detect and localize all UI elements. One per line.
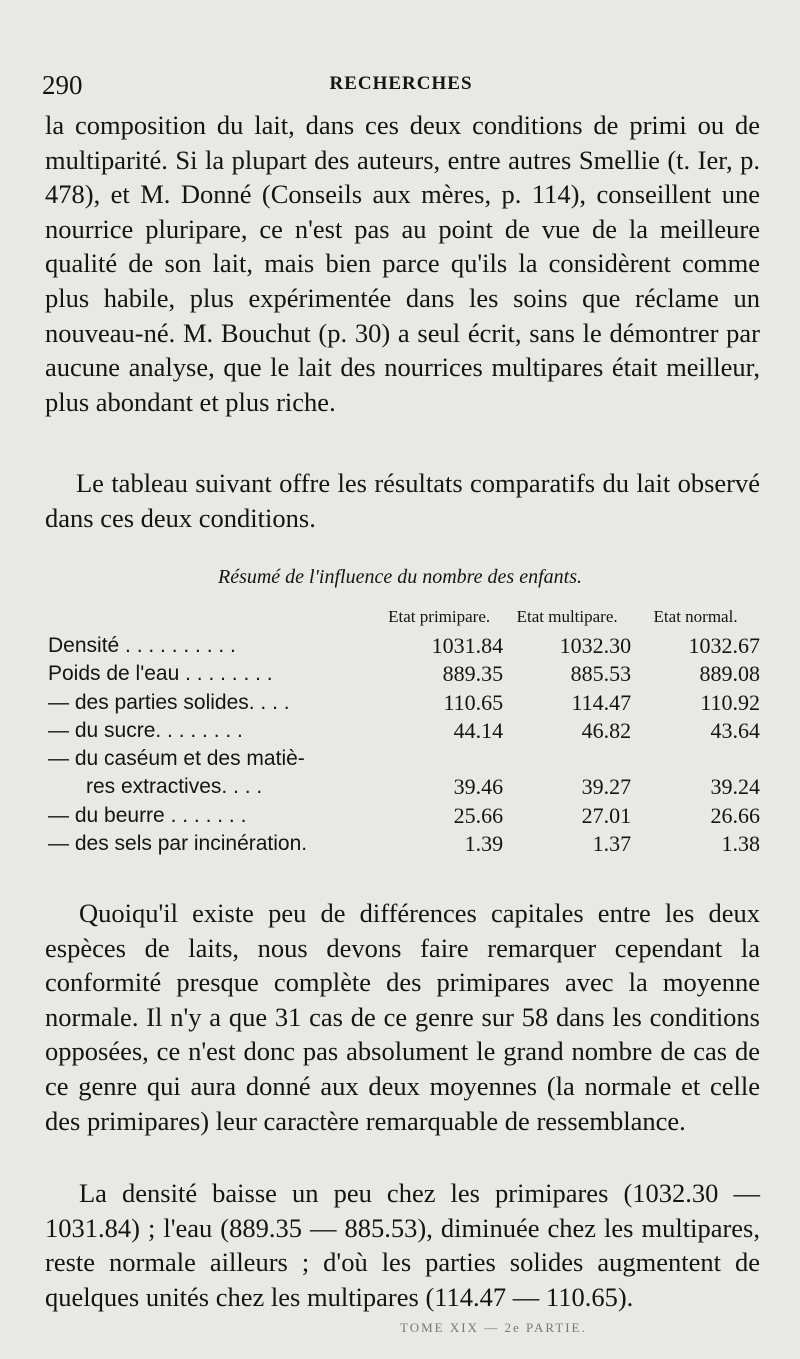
table-header-multipare: Etat multipare. — [516, 607, 618, 626]
cell-normal: 889.08 — [699, 661, 760, 687]
cell-multipare: 39.27 — [581, 774, 632, 800]
table-header-label — [48, 608, 375, 632]
cell-normal: 1.38 — [721, 831, 760, 857]
cell-multipare: 114.47 — [571, 689, 632, 715]
table-header-row — [48, 608, 760, 632]
paragraph-discussion-text: Quoiqu'il existe peu de différences capitales entre les deux espèces de laits, nous devons faire remarquer cependant la conformité presque complète des primipares avec la moyenne normale. Il n'y a que 31 cas de ce genre sur 58 dans les conditions opposées, ce n'est donc pas absolument le grand nombre de cas de ce genre qui aura donné aux deux moyennes (la normale et celle des primipares) leur caractère remarquable de ressemblance. — [45, 898, 760, 1136]
cell-primipare — [375, 745, 503, 773]
paragraph-intro: la composition du lait, dans ces deux conditions de primi ou de multiparité. Si la plupart des auteurs, entre autres Smellie (t. Ier, p. 478), et M. Donné (Conseils aux mères, p. 114), conseillent une nourrice pluripare, ce n'est pas au point de vue de la meilleure qualité de son lait, mais bien parce qu'ils la considèrent comme plus habile, plus expérimentée dans les soins que réclame un nouveau-né. M. Bouchut (p. 30) a seul écrit, sans le démontrer par aucune analyse, que le lait des nourrices multipares était meilleur, plus abondant et plus riche. — [45, 110, 760, 417]
cell-normal: 43.64 — [710, 717, 760, 743]
cell-multipare: 1.37 — [592, 831, 632, 857]
paragraph-density-text: La densité baisse un peu chez les primipares (1032.30 — 1031.84) ; l'eau (889.35 — 885.53), diminuée chez les multipares, reste normale ailleurs ; d'où les parties solides augmentent de quelques unités chez les multipares (114.47 — 110.65). — [45, 1178, 760, 1312]
cell-primipare: 889.35 — [442, 661, 504, 687]
row-label: Densité . . . . . . . . . . — [48, 634, 236, 657]
table-row — [48, 773, 760, 801]
cell-primipare: 1.39 — [464, 831, 504, 857]
cell-multipare: 27.01 — [581, 802, 632, 828]
table-row — [48, 660, 760, 688]
row-label: — du caséum et des matiè- — [48, 747, 305, 771]
page-header — [42, 70, 760, 106]
paragraph-density — [45, 1176, 760, 1314]
table-row — [48, 745, 760, 773]
row-label: — du beurre . . . . . . . — [48, 803, 247, 827]
page-footer: TOME XIX — 2e PARTIE. — [400, 1320, 587, 1335]
row-label: — des parties solides. . . . — [48, 690, 290, 714]
running-title: RECHERCHES — [329, 73, 473, 94]
cell-normal: 110.92 — [700, 689, 760, 715]
cell-multipare: 46.82 — [581, 717, 632, 743]
paragraph-table-intro-text: Le tableau suivant offre les résultats comparatifs du lait observé dans ces deux conditions. — [45, 468, 760, 533]
page-number: 290 — [42, 70, 83, 100]
paragraph-discussion — [45, 896, 760, 1138]
cell-multipare: 1032.30 — [559, 633, 632, 658]
cell-multipare: 885.53 — [570, 661, 632, 687]
cell-normal — [631, 745, 760, 773]
cell-normal: 26.66 — [710, 802, 760, 828]
table-row — [48, 717, 760, 745]
cell-normal: 39.24 — [710, 774, 760, 800]
table-header-primipare: Etat primipare. — [388, 607, 491, 626]
row-label: res extractives. . . . — [86, 775, 263, 799]
cell-primipare: 44.14 — [453, 717, 504, 743]
cell-primipare: 39.46 — [453, 774, 504, 800]
paragraph-table-intro — [45, 466, 760, 535]
table-row — [48, 830, 760, 858]
row-label: — des sels par incinération. — [48, 832, 308, 856]
cell-primipare: 25.66 — [453, 802, 504, 828]
table-header-normal: Etat normal. — [653, 607, 738, 626]
table-row — [48, 689, 760, 717]
cell-primipare: 110.65 — [443, 689, 504, 715]
milk-composition-table — [48, 608, 760, 858]
cell-primipare: 1031.84 — [431, 633, 504, 658]
table-row — [48, 632, 760, 660]
row-label: Poids de l'eau . . . . . . . . — [48, 662, 273, 686]
cell-multipare — [503, 745, 631, 773]
table-title: Résumé de l'influence du nombre des enfants. — [217, 566, 582, 588]
table-row — [48, 802, 760, 830]
row-label: — du sucre. . . . . . . . — [48, 718, 243, 742]
cell-normal: 1032.67 — [688, 633, 760, 658]
